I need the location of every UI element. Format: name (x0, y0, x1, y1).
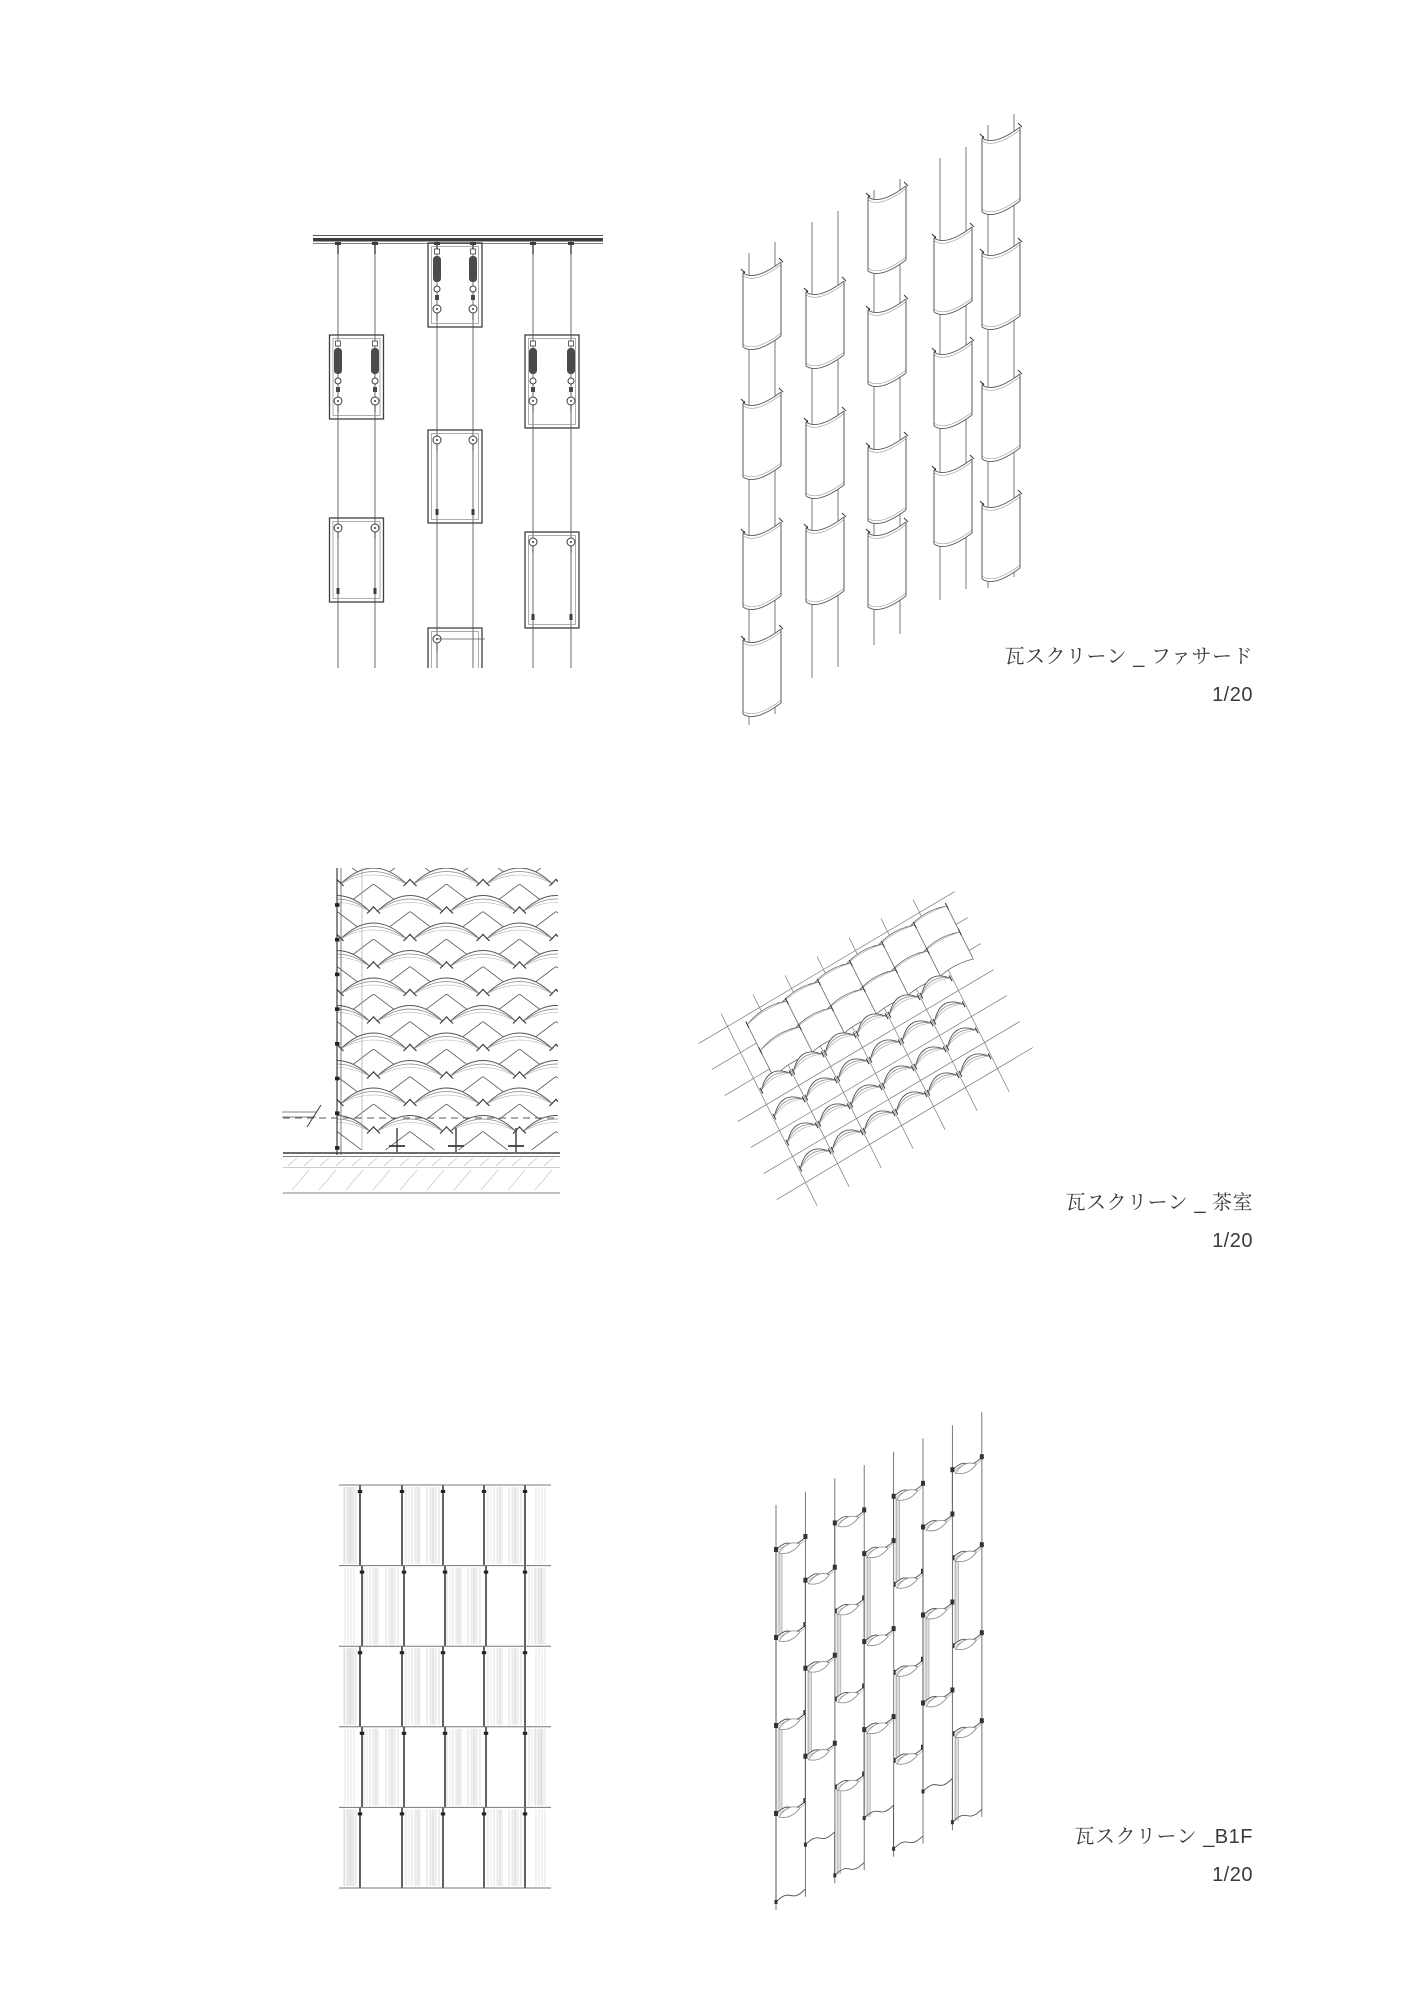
caption-tearoom (1066, 1192, 1253, 1252)
caption-facade-title: 瓦スクリーン _ ファサード (1004, 646, 1253, 668)
caption-b1f (1075, 1826, 1253, 1886)
caption-tearoom-scale: 1/20 (1212, 1230, 1253, 1252)
caption-facade-scale: 1/20 (1212, 684, 1253, 706)
caption-b1f-scale: 1/20 (1212, 1864, 1253, 1886)
caption-facade (1005, 646, 1253, 706)
facade-axon-drawing (741, 114, 1022, 725)
b1f-elevation-drawing (339, 1485, 551, 1888)
b1f-axon-drawing (774, 1412, 984, 1910)
caption-tearoom-title: 瓦スクリーン _ 茶室 (1065, 1192, 1253, 1214)
tea-axon-drawing (699, 892, 1033, 1206)
facade-elevation-drawing (313, 236, 603, 669)
tea-elevation-drawing (264, 360, 630, 1408)
caption-b1f-title: 瓦スクリーン _B1F (1074, 1826, 1253, 1848)
